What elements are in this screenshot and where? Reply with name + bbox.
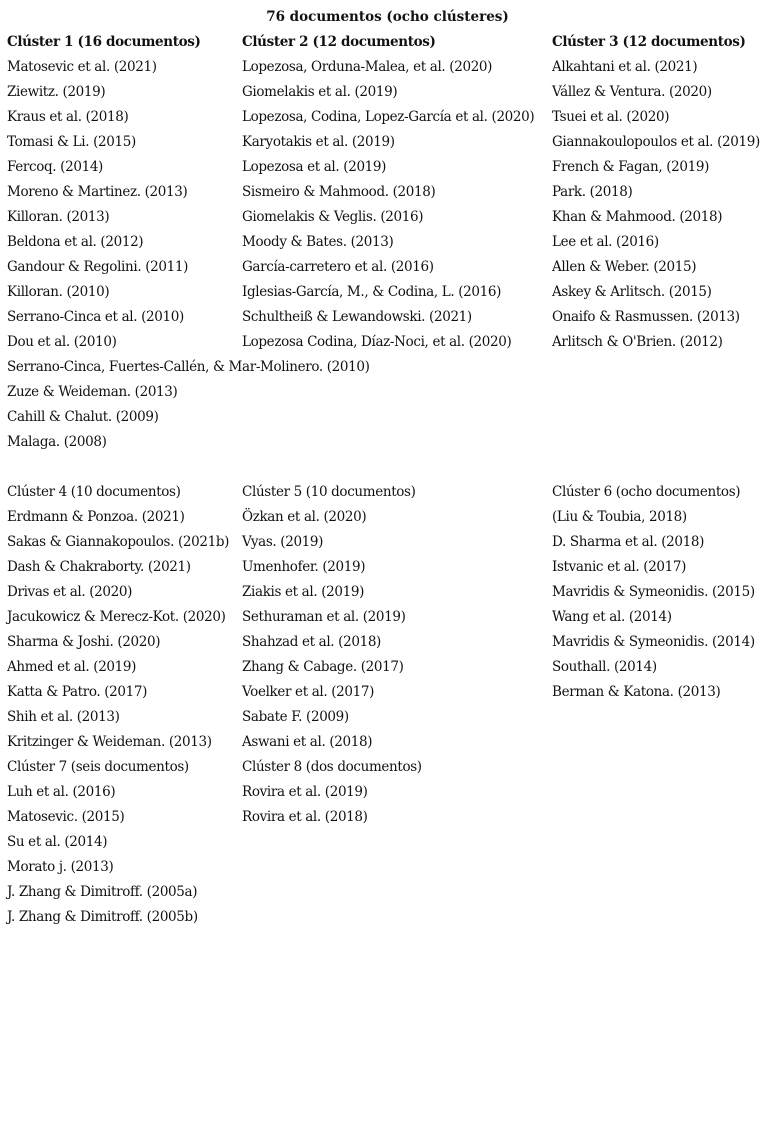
reference-item: Southall. (2014) [552,659,657,675]
reference-item: Iglesias-García, M., & Codina, L. (2016) [242,284,502,300]
reference-item: Voelker et al. (2017) [242,684,375,700]
reference-item: Matosevic. (2015) [7,809,125,825]
reference-item: Kraus et al. (2018) [7,109,129,125]
reference-item: Dash & Chakraborty. (2021) [7,559,191,575]
reference-item: Morato j. (2013) [7,859,114,875]
reference-item: Katta & Patro. (2017) [7,684,148,700]
reference-item: Aswani et al. (2018) [242,734,373,750]
reference-item: Jacukowicz & Merecz-Kot. (2020) [7,609,226,625]
reference-item: Ziakis et al. (2019) [242,584,365,600]
reference-item: García-carretero et al. (2016) [242,259,434,275]
reference-item: Mavridis & Symeonidis. (2014) [552,634,755,650]
reference-item: Matosevic et al. (2021) [7,59,157,75]
reference-item: Tomasi & Li. (2015) [7,134,136,150]
reference-item: Lopezosa, Orduna-Malea, et al. (2020) [242,59,493,75]
reference-item: Moody & Bates. (2013) [242,234,394,250]
reference-item: Karyotakis et al. (2019) [242,134,395,150]
cluster-title: Clúster 7 (seis documentos) [7,759,189,775]
reference-item: Cahill & Chalut. (2009) [7,409,159,425]
reference-item: Zhang & Cabage. (2017) [242,659,404,675]
reference-item: Onaifo & Rasmussen. (2013) [552,309,740,325]
reference-item: Drivas et al. (2020) [7,584,133,600]
cluster-title: Clúster 6 (ocho documentos) [552,484,741,500]
cluster-title: Clúster 8 (dos documentos) [242,759,422,775]
reference-item: Luh et al. (2016) [7,784,116,800]
reference-item: Erdmann & Ponzoa. (2021) [7,509,185,525]
document-title: 76 documentos (ocho clústeres) [266,9,509,25]
reference-item: Lopezosa, Codina, Lopez-García et al. (2020) [242,109,535,125]
cluster-header: Clúster 1 (16 documentos) [7,34,201,50]
reference-item: Sethuraman et al. (2019) [242,609,406,625]
reference-item: Zuze & Weideman. (2013) [7,384,178,400]
reference-item: Shahzad et al. (2018) [242,634,381,650]
reference-item: Mavridis & Symeonidis. (2015) [552,584,755,600]
reference-item: Arlitsch & O'Brien. (2012) [552,334,723,350]
reference-item: Khan & Mahmood. (2018) [552,209,723,225]
reference-item: Askey & Arlitsch. (2015) [552,284,712,300]
reference-item: Lee et al. (2016) [552,234,659,250]
reference-item: Umenhofer. (2019) [242,559,366,575]
reference-item: Vyas. (2019) [242,534,324,550]
reference-item: Giomelakis et al. (2019) [242,84,398,100]
reference-item: Malaga. (2008) [7,434,107,450]
reference-item: Killoran. (2013) [7,209,110,225]
reference-item: Allen & Weber. (2015) [552,259,697,275]
reference-item: J. Zhang & Dimitroff. (2005a) [7,884,198,900]
reference-item: Su et al. (2014) [7,834,108,850]
reference-item: Sharma & Joshi. (2020) [7,634,161,650]
reference-item: Alkahtani et al. (2021) [552,59,698,75]
reference-item: Ziewitz. (2019) [7,84,106,100]
reference-item: Dou et al. (2010) [7,334,117,350]
cluster-title: Clúster 5 (10 documentos) [242,484,416,500]
reference-item: Berman & Katona. (2013) [552,684,721,700]
reference-item: Kritzinger & Weideman. (2013) [7,734,212,750]
reference-item: Sakas & Giannakopoulos. (2021b) [7,534,230,550]
reference-item: Park. (2018) [552,184,633,200]
reference-item: Shih et al. (2013) [7,709,120,725]
reference-item: Giomelakis & Veglis. (2016) [242,209,424,225]
reference-item: Sismeiro & Mahmood. (2018) [242,184,436,200]
reference-item: Serrano-Cinca, Fuertes-Callén, & Mar-Molinero. (2010) [7,359,370,375]
reference-item: Rovira et al. (2018) [242,809,368,825]
reference-item: Özkan et al. (2020) [242,509,367,525]
reference-item: J. Zhang & Dimitroff. (2005b) [7,909,198,925]
reference-item: (Liu & Toubia, 2018) [552,509,687,525]
reference-item: Rovira et al. (2019) [242,784,368,800]
reference-item: French & Fagan, (2019) [552,159,710,175]
cluster-title: Clúster 4 (10 documentos) [7,484,181,500]
reference-item: Killoran. (2010) [7,284,110,300]
reference-item: Gandour & Regolini. (2011) [7,259,188,275]
reference-item: Giannakoulopoulos et al. (2019) [552,134,760,150]
reference-item: Istvanic et al. (2017) [552,559,687,575]
reference-item: Wang et al. (2014) [552,609,672,625]
reference-item: Ahmed et al. (2019) [7,659,137,675]
reference-item: Tsuei et al. (2020) [552,109,670,125]
reference-item: Beldona et al. (2012) [7,234,144,250]
cluster-header: Clúster 2 (12 documentos) [242,34,436,50]
reference-item: Schultheiß & Lewandowski. (2021) [242,309,472,325]
reference-item: Serrano-Cinca et al. (2010) [7,309,184,325]
reference-item: Moreno & Martinez. (2013) [7,184,188,200]
reference-item: Sabate F. (2009) [242,709,349,725]
reference-item: Lopezosa Codina, Díaz-Noci, et al. (2020) [242,334,512,350]
reference-item: Fercoq. (2014) [7,159,103,175]
cluster-header: Clúster 3 (12 documentos) [552,34,746,50]
reference-item: D. Sharma et al. (2018) [552,534,705,550]
reference-item: Lopezosa et al. (2019) [242,159,387,175]
reference-item: Vállez & Ventura. (2020) [552,84,712,100]
